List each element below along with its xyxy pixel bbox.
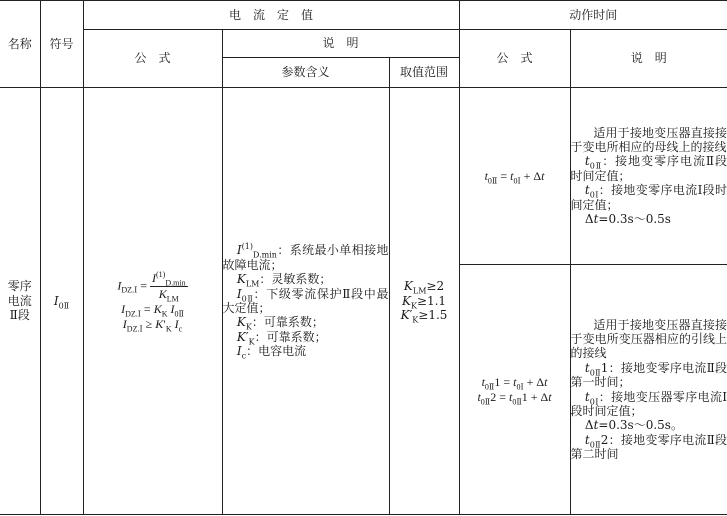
time-notes-case2 — [570, 265, 727, 515]
row-symbol-cell: $I_{0Ⅱ}$ — [40, 88, 83, 515]
param-item-5: $K'_K$：可靠系数； — [236, 329, 327, 347]
current-formula-1: $I_{DZ.Ⅰ}$ = $\frac{I^{(1)}_{D.min}}{K_{LM}}$ — [117, 270, 186, 304]
row-name-line: Ⅱ段 — [9, 308, 30, 323]
header-param-meaning: 参数含义 — [222, 58, 389, 88]
time-note: $t_{0Ⅰ}$：接地变零序电流Ⅰ段时间定值； — [570, 183, 727, 212]
header-time-formula: 公 式 — [459, 30, 570, 88]
time-formula-case2-1: $t_{0Ⅱ}1 = t_{0Ⅰ} + \Delta t$ — [481, 375, 548, 392]
time-formula-case1: $t_{0Ⅱ} = t_{0Ⅰ} + \Delta t$ — [459, 88, 570, 265]
time-note-applicability: 适用于接地变压器直接接于变电所变压器相应的引线上的接线 — [570, 317, 727, 361]
time-note: $t_{0Ⅰ}$：接地变压器零序电流Ⅰ段时间定值； — [570, 389, 727, 418]
header-explanation: 说 明 — [222, 30, 459, 58]
time-note: $t_{0Ⅱ}2$：接地变零序电流Ⅱ段第二时间 — [570, 432, 727, 462]
param-meaning-cell — [222, 88, 389, 515]
time-notes-case1 — [570, 88, 727, 265]
param-item-6: $I_c$：电容电流 — [236, 344, 307, 361]
row-name-line: 零序 — [7, 279, 32, 294]
header-value-range: 取值范围 — [389, 58, 459, 88]
header-current-setting: 电 流 定 值 — [83, 1, 459, 30]
current-formulas-cell — [83, 88, 222, 515]
value-range-cell — [389, 88, 459, 515]
range-2: $K_K\ge 1.1$ — [401, 293, 447, 311]
param-item-1: $I^{(1)}_{D.min}$：系统最小单相接地故障电流； — [222, 242, 389, 272]
header-time-explanation: 说 明 — [570, 30, 727, 88]
row-name-cell — [0, 88, 40, 515]
time-note: $t_{0Ⅱ}$：接地变零序电流Ⅱ段时间定值； — [570, 154, 727, 183]
header-symbol: 符号 — [40, 1, 83, 88]
param-item-2: $K_{LM}$：灵敏系数； — [236, 272, 332, 289]
time-formula-case2-2: $t_{0Ⅱ}2 = t_{0Ⅱ}1 + \Delta t$ — [477, 389, 552, 406]
row-name-line: 电流 — [7, 293, 32, 308]
time-note-delta: Δt=0.3s～0.5s。 — [584, 418, 683, 433]
time-note-applicability: 适用于接地变压器直接接于变电所相应的母线上的接线 — [570, 125, 727, 155]
fraction: $\frac{I^{(1)}_{D.min}}{K_{LM}}$ — [152, 270, 186, 304]
time-formula-case2 — [459, 265, 570, 515]
current-formula-2: $I_{DZ.Ⅰ} = K_K$ $I_{0Ⅱ}$ — [121, 302, 184, 319]
current-formula-3: $I_{DZ.Ⅰ} \ge K'_K$ $I_c$ — [122, 316, 183, 333]
time-note: $t_{0Ⅱ}1$：接地变零序电流Ⅱ段第一时间； — [570, 360, 727, 390]
param-item-3: $I_{0Ⅱ}$：下级零流保护Ⅱ段中最大定值； — [222, 286, 389, 315]
header-name: 名称 — [0, 1, 40, 88]
time-note-delta: Δt=0.3s～0.5s — [584, 211, 671, 226]
header-current-formula: 公 式 — [83, 30, 222, 88]
range-1: $K_{LM}\ge 2$ — [403, 279, 445, 296]
param-item-4: $K_K$：可靠系数； — [236, 315, 324, 332]
header-action-time: 动作时间 — [459, 1, 727, 30]
range-3: $K'_K\ge 1.5$ — [400, 308, 448, 325]
